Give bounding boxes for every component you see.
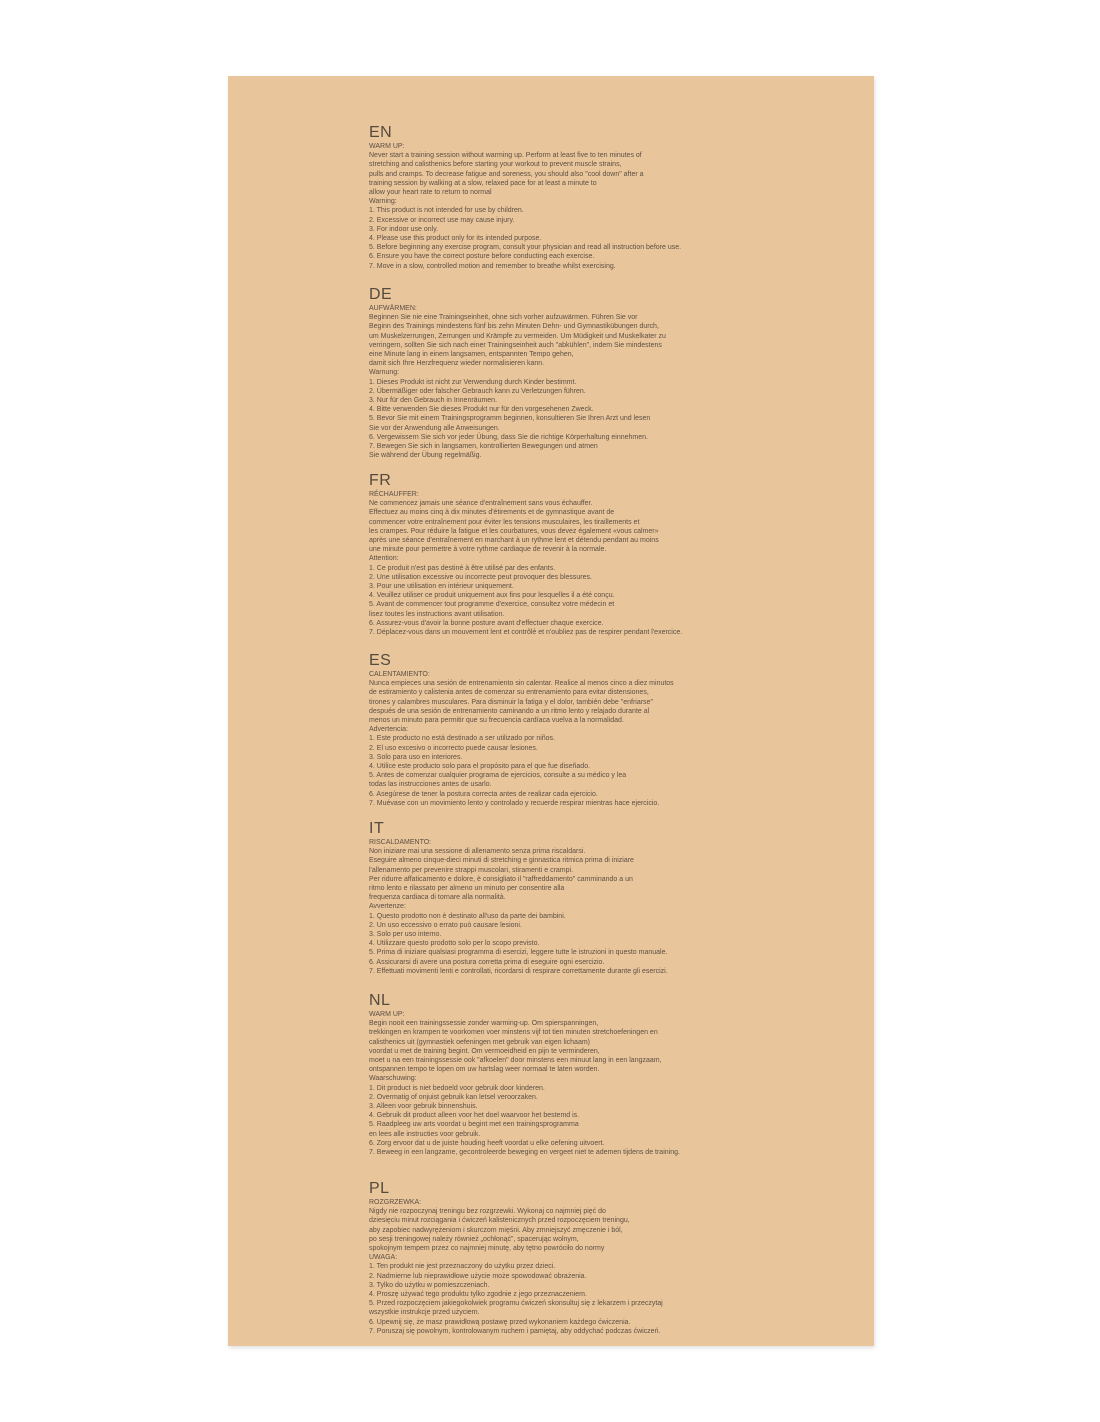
language-code-heading: NL bbox=[369, 992, 391, 1009]
instruction-line: 3. For indoor use only. bbox=[369, 225, 439, 233]
instruction-line: 1. Questo prodotto non è destinato all'uso da parte dei bambini. bbox=[369, 912, 566, 920]
instruction-line: 1. Ten produkt nie jest przeznaczony do użytku przez dzieci. bbox=[369, 1263, 556, 1271]
instruction-line: pulls and cramps. To decrease fatigue and soreness, you should also "cool down" after a bbox=[369, 170, 644, 178]
instruction-line: 6. Zorg ervoor dat u de juiste houding heeft voordat u elke oefening uitvoert. bbox=[369, 1139, 605, 1147]
instruction-line: Effectuez au moins cinq à dix minutes d'étirements et de gymnastique avant de bbox=[369, 509, 615, 517]
instruction-line: l'allenamento per prevenire strappi muscolari, stiramenti e crampi. bbox=[369, 866, 574, 874]
instruction-line: voordat u met de training begint. Om vermoeidheid en pijn te verminderen, bbox=[369, 1047, 600, 1055]
instruction-line: une minute pour permettre à votre rythme cardiaque de revenir à la normale. bbox=[369, 546, 607, 554]
instruction-line: UWAGA: bbox=[369, 1254, 398, 1262]
instruction-line: 3. Solo per uso interno. bbox=[369, 931, 442, 939]
instruction-line: Nigdy nie rozpoczynaj treningu bez rozgrzewki. Wykonaj co najmniej pięć do bbox=[369, 1208, 606, 1216]
instruction-line: ontspannen tempo te lopen om uw hartslag weer normaal te laten worden. bbox=[369, 1066, 600, 1074]
instruction-line: menos un minuto para permitir que su frecuencia cardíaca vuelva a la normalidad. bbox=[369, 717, 624, 725]
language-code-heading: ES bbox=[369, 652, 392, 669]
instruction-line: po sesji treningowej należy również „ochłonąć”, spacerując wolnym, bbox=[369, 1235, 579, 1243]
instruction-line: Warning: bbox=[369, 198, 397, 206]
instruction-line: 5. Prima di iniziare qualsiasi programma di esercizi, leggere tutte le istruzioni in questo manuale. bbox=[369, 949, 668, 957]
section-subheading: CALENTAMIENTO: bbox=[369, 671, 430, 678]
instruction-line: 6. Assicurarsi di avere una postura corretta prima di eseguire ogni esercizio. bbox=[369, 958, 605, 966]
instruction-line: allow your heart rate to return to normal bbox=[369, 189, 492, 197]
instruction-line: Advertencia: bbox=[369, 726, 408, 734]
instruction-line: les crampes. Pour réduire la fatigue et les courbatures, vous devez également «vous calmer» bbox=[369, 527, 659, 535]
instruction-line: 1. This product is not intended for use by children. bbox=[369, 207, 524, 215]
instruction-line: dziesięciu minut rozciągania i ćwiczeń kalistenicznych przed rozpoczęciem treningu, bbox=[369, 1217, 630, 1225]
instruction-line: 4. Proszę używać tego produktu tylko zgodnie z jego przeznaczeniem. bbox=[369, 1291, 587, 1299]
instruction-line: 4. Bitte verwenden Sie dieses Produkt nur für den vorgesehenen Zweck. bbox=[369, 406, 594, 414]
instruction-line: Warnung: bbox=[369, 369, 400, 377]
instruction-line: 2. Un uso eccessivo o errato può causare lesioni. bbox=[369, 921, 522, 929]
language-section-pl bbox=[369, 1180, 663, 1336]
instruction-line: moet u na een trainingssessie ook "afkoelen" door minstens een minuut lang in een langzaam, bbox=[369, 1057, 662, 1065]
instruction-line: 6. Upewnij się, że masz prawidłową postawę przed wykonaniem każdego ćwiczenia. bbox=[369, 1318, 631, 1326]
instruction-line: um Muskelzerrungen, Zerrungen und Krämpfe zu vermeiden. Um Müdigkeit und Muskelkater zu bbox=[369, 332, 666, 340]
section-subheading: WARM UP: bbox=[369, 143, 405, 150]
instruction-line: 7. Bewegen Sie sich in langsamen, kontrollierten Bewegungen und atmen bbox=[369, 443, 598, 451]
instruction-line: en lees alle instructies voor gebruik. bbox=[369, 1130, 481, 1138]
instruction-line: 6. Vergewissern Sie sich vor jeder Übung, dass Sie die richtige Körperhaltung einnehmen. bbox=[369, 433, 648, 441]
instruction-line: 2. Nadmierne lub nieprawidłowe użycie może spowodować obrażenia. bbox=[369, 1272, 587, 1280]
instruction-line: Non iniziare mai una sessione di allenamento senza prima riscaldarsi. bbox=[369, 848, 586, 856]
instruction-line: después de una sesión de entrenamiento caminando a un ritmo lento y relajado durante al bbox=[369, 707, 650, 715]
instruction-line: après une séance d'entraînement en marchant à un rythme lent et détendu pendant au moins bbox=[369, 537, 659, 545]
language-code-heading: PL bbox=[369, 1180, 390, 1197]
section-subheading: ROZGRZEWKA: bbox=[369, 1199, 422, 1206]
instruction-line: 7. Poruszaj się powolnym, kontrolowanym ruchem i pamiętaj, aby oddychać podczas ćwiczeń. bbox=[369, 1327, 661, 1335]
instruction-line: 5. Przed rozpoczęciem jakiegokolwiek programu ćwiczeń skonsultuj się z lekarzem i przeczytaj bbox=[369, 1300, 663, 1308]
instruction-line: 2. Une utilisation excessive ou incorrecte peut provoquer des blessures. bbox=[369, 573, 592, 581]
instruction-line: verringern, sollten Sie sich nach einer Trainingseinheit auch "abkühlen", indem Sie mindestens bbox=[369, 341, 662, 349]
instruction-line: commencer votre entraînement pour éviter les tensions musculaires, les tiraillements et bbox=[369, 518, 640, 526]
instruction-line: Waarschuwing: bbox=[369, 1075, 417, 1083]
instruction-line: 2. Übermäßiger oder falscher Gebrauch kann zu Verletzungen führen. bbox=[369, 387, 586, 395]
instruction-line: Sie während der Übung regelmäßig. bbox=[369, 452, 482, 460]
instruction-line: Begin nooit een trainingssessie zonder warming-up. Om spierspanningen, bbox=[369, 1020, 599, 1028]
instruction-line: 3. Solo para uso en interiores. bbox=[369, 753, 463, 761]
instruction-line: 5. Bevor Sie mit einem Trainingsprogramm beginnen, konsultieren Sie Ihren Arzt und lesen bbox=[369, 415, 651, 423]
language-section-es bbox=[369, 652, 674, 808]
instruction-line: eine Minute lang in einem langsamen, entspannten Tempo gehen, bbox=[369, 351, 574, 359]
instruction-line: Attention: bbox=[369, 555, 399, 563]
instruction-line: Never start a training session without warming up. Perform at least five to ten minutes of bbox=[369, 152, 642, 160]
instruction-line: 7. Déplacez-vous dans un mouvement lent et contrôlé et n'oubliez pas de respirer pendant l'exercice. bbox=[369, 629, 683, 637]
instruction-line: 4. Veuillez utiliser ce produit uniquement aux fins pour lesquelles il a été conçu. bbox=[369, 592, 615, 600]
instruction-line: Eseguire almeno cinque-dieci minuti di stretching e ginnastica ritmica prima di iniziare bbox=[369, 857, 634, 865]
instruction-line: 4. Utilizzare questo prodotto solo per lo scopo previsto. bbox=[369, 940, 540, 948]
instruction-line: Sie vor der Anwendung alle Anweisungen. bbox=[369, 424, 500, 432]
instruction-line: Beginnen Sie nie eine Trainingseinheit, ohne sich vorher aufzuwärmen. Führen Sie vor bbox=[369, 314, 638, 322]
instruction-line: 6. Assurez-vous d'avoir la bonne posture avant d'effectuer chaque exercice. bbox=[369, 619, 604, 627]
instruction-line: 1. Este producto no está destinado a ser utilizado por niños. bbox=[369, 735, 556, 743]
instruction-line: trekkingen en krampen te voorkomen voer minstens vijf tot tien minuten stretchoefeningen en bbox=[369, 1029, 658, 1037]
instruction-line: 3. Tylko do użytku w pomieszczeniach. bbox=[369, 1281, 490, 1289]
language-section-nl bbox=[369, 992, 680, 1157]
instruction-line: wszystkie instrukcje przed użyciem. bbox=[369, 1309, 480, 1317]
language-section-it bbox=[369, 820, 668, 976]
instruction-line: 7. Muévase con un movimiento lento y controlado y recuerde respirar mientras hace ejercicio. bbox=[369, 799, 660, 807]
instruction-line: ritmo lento e rilassato per almeno un minuto per consentire alla bbox=[369, 885, 565, 893]
language-code-heading: IT bbox=[369, 820, 385, 837]
instruction-line: 3. Pour une utilisation en intérieur uniquement. bbox=[369, 583, 514, 591]
instruction-line: 2. Overmatig of onjuist gebruik kan letsel veroorzaken. bbox=[369, 1093, 538, 1101]
instruction-line: 6. Asegúrese de tener la postura correcta antes de realizar cada ejercicio. bbox=[369, 790, 598, 798]
instruction-line: 4. Utilice este producto solo para el propósito para el que fue diseñado. bbox=[369, 763, 591, 771]
instruction-line: 1. Dieses Produkt ist nicht zur Verwendung durch Kinder bestimmt. bbox=[369, 378, 577, 386]
instruction-line: 2. Excessive or incorrect use may cause injury. bbox=[369, 216, 515, 224]
instruction-line: 6. Ensure you have the correct posture before conducting each exercise. bbox=[369, 253, 595, 261]
instruction-line: tirones y calambres musculares. Para disminuir la fatiga y el dolor, también debe "enfriarse" bbox=[369, 698, 653, 706]
instruction-line: 7. Beweeg in een langzame, gecontroleerde beweging en vergeet niet te ademen tijdens de training. bbox=[369, 1149, 680, 1157]
language-section-en bbox=[369, 124, 681, 271]
section-subheading: WARM UP: bbox=[369, 1011, 405, 1018]
instruction-line: frequenza cardiaca di tornare alla normalità. bbox=[369, 894, 506, 902]
language-section-de bbox=[369, 286, 666, 460]
instruction-line: todas las instrucciones antes de usarlo. bbox=[369, 781, 492, 789]
instruction-line: 5. Raadpleeg uw arts voordat u begint met een trainingsprogramma bbox=[369, 1121, 579, 1129]
instruction-line: 5. Antes de comenzar cualquier programa de ejercicios, consulte a su médico y lea bbox=[369, 772, 627, 780]
instruction-line: de estiramiento y calistenia antes de comenzar su entrenamiento para evitar distensiones, bbox=[369, 689, 649, 697]
instruction-line: 2. El uso excesivo o incorrecto puede causar lesiones. bbox=[369, 744, 538, 752]
language-code-heading: DE bbox=[369, 286, 393, 303]
instruction-line: Beginn des Trainings mindestens fünf bis zehn Minuten Dehn- und Gymnastikübungen durch, bbox=[369, 323, 659, 331]
instruction-line: aby zapobiec nadwyrężeniom i skurczom mięśni. Aby zmniejszyć zmęczenie i ból, bbox=[369, 1226, 623, 1234]
instruction-line: stretching and calisthenics before starting your workout to prevent muscle strains, bbox=[369, 161, 622, 169]
instruction-line: training session by walking at a slow, relaxed pace for at least a minute to bbox=[369, 179, 597, 187]
section-subheading: RÉCHAUFFER: bbox=[369, 491, 419, 498]
instruction-line: Nunca empieces una sesión de entrenamiento sin calentar. Realice al menos cinco a diez minutos bbox=[369, 680, 674, 688]
language-code-heading: EN bbox=[369, 124, 393, 141]
instruction-sheet bbox=[228, 76, 874, 1346]
instruction-line: 5. Avant de commencer tout programme d'exercice, consultez votre médecin et bbox=[369, 601, 615, 609]
instruction-line: 1. Ce produit n'est pas destiné à être utilisé par des enfants. bbox=[369, 564, 556, 572]
instruction-line: 4. Please use this product only for its intended purpose. bbox=[369, 235, 542, 243]
instruction-line: Per ridurre affaticamento e dolore, è consigliato il "raffreddamento" camminando a un bbox=[369, 875, 633, 883]
instruction-line: Ne commencez jamais une séance d'entraînement sans vous échauffer. bbox=[369, 500, 593, 508]
section-subheading: AUFWÄRMEN: bbox=[369, 305, 417, 312]
instruction-line: 3. Nur für den Gebrauch in Innenräumen. bbox=[369, 397, 498, 405]
instruction-line: spokojnym tempem przez co najmniej minutę, aby tętno powróciło do normy bbox=[369, 1245, 605, 1253]
instruction-line: lisez toutes les instructions avant utilisation. bbox=[369, 610, 505, 618]
instruction-line: 4. Gebruik dit product alleen voor het doel waarvoor het bestemd is. bbox=[369, 1112, 580, 1120]
instruction-line: 1. Dit product is niet bedoeld voor gebruik door kinderen. bbox=[369, 1084, 545, 1092]
language-code-heading: FR bbox=[369, 472, 392, 489]
instruction-line: damit sich Ihre Herzfrequenz wieder normalisieren kann. bbox=[369, 360, 545, 368]
instruction-line: 5. Before beginning any exercise program, consult your physician and read all instruction before use. bbox=[369, 244, 682, 252]
instruction-line: 7. Effettuati movimenti lenti e controllati, ricordarsi di respirare correttamente durante gli esercizi. bbox=[369, 967, 668, 975]
instruction-line: 3. Alleen voor gebruik binnenshuis. bbox=[369, 1103, 478, 1111]
instruction-line: calisthenics uit (gymnastiek oefeningen met gebruik van eigen lichaam) bbox=[369, 1038, 591, 1046]
language-section-fr bbox=[369, 472, 682, 637]
section-subheading: RISCALDAMENTO: bbox=[369, 839, 432, 846]
instruction-line: 7. Move in a slow, controlled motion and remember to breathe whilst exercising. bbox=[369, 262, 616, 270]
instruction-line: Avvertenze: bbox=[369, 903, 406, 911]
